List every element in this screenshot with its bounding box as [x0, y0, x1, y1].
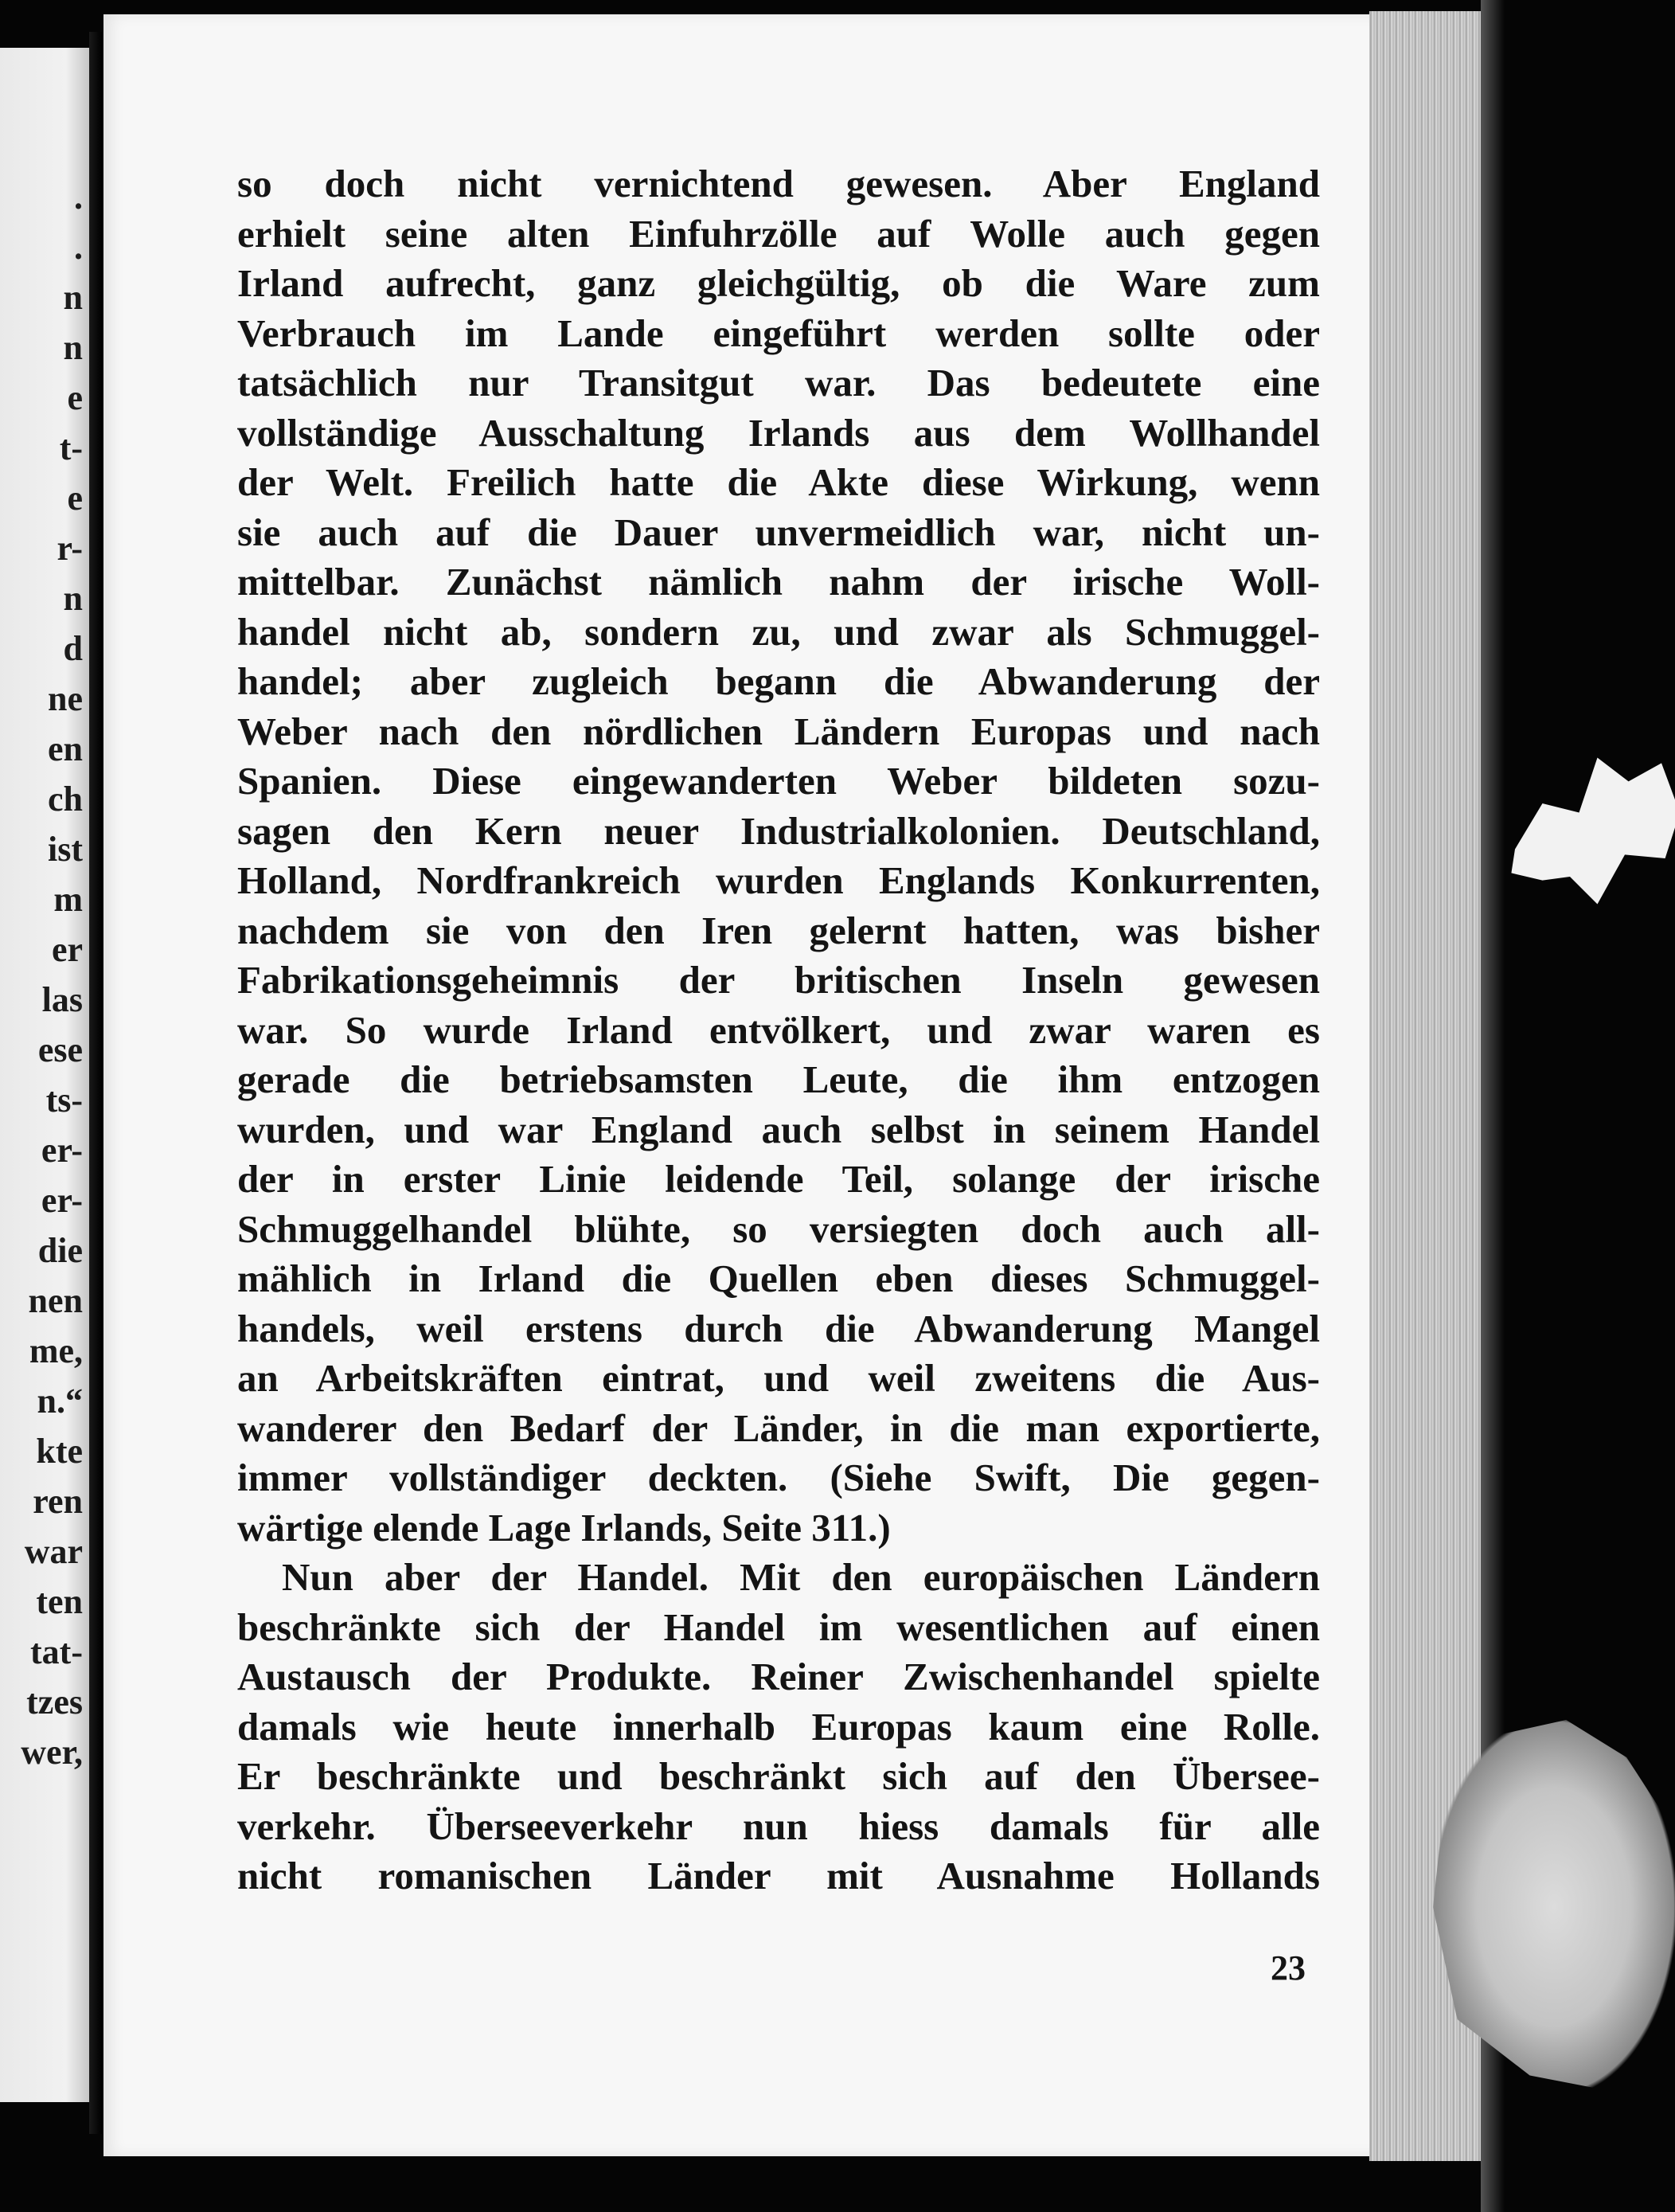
text-line: tatsächlich nur Transitgut war. Das bedeutete eine [237, 361, 1320, 404]
text-line: Nun aber der Handel. Mit den europäischen Ländern [282, 1555, 1320, 1599]
body-text [237, 159, 1320, 1901]
left-page-fragment: ne [48, 682, 83, 717]
text-line: damals wie heute innerhalb Europas kaum eine Rolle. [237, 1704, 1320, 1749]
text-line: sie auch auf die Dauer unvermeidlich war, nicht un- [237, 510, 1320, 554]
text-line: der in erster Linie leidende Teil, solange der irische [237, 1157, 1320, 1201]
left-page-fragment: . [74, 230, 83, 265]
text-line: Irland aufrecht, ganz gleichgültig, ob die Ware zum [237, 261, 1320, 305]
left-page-fragment: nen [28, 1284, 83, 1319]
text-line: Austausch der Produkte. Reiner Zwischenhandel spielte [237, 1655, 1320, 1698]
left-page-fragment: d [63, 631, 83, 666]
text-line: wanderer den Bedarf der Länder, in die man exportierte, [237, 1405, 1320, 1450]
left-page-fragment: n.“ [37, 1384, 83, 1419]
left-page-fragment: en [48, 732, 83, 767]
text-line: Holland, Nordfrankreich wurden Englands Konkurrenten, [237, 858, 1320, 902]
left-page-fragment: ese [37, 1033, 83, 1068]
left-page-fragment: n [63, 280, 83, 315]
left-page-fragment: ts- [45, 1083, 83, 1118]
left-page-fragment: t- [59, 431, 83, 466]
left-page-fragment: ist [48, 832, 83, 867]
left-page-fragment: tat- [30, 1635, 83, 1670]
text-line: beschränkte sich der Handel im wesentlichen auf einen [237, 1604, 1320, 1649]
left-page-fragment: tzes [26, 1685, 83, 1720]
left-page-fragment: . [74, 180, 83, 215]
page-number: 23 [1271, 1948, 1306, 1987]
text-line: nicht romanischen Länder mit Ausnahme Hollands [237, 1854, 1320, 1897]
text-line: sagen den Kern neuer Industrialkolonien. Deutschland, [237, 808, 1320, 853]
text-line: immer vollständiger deckten. (Siehe Swift, Die gegen- [237, 1456, 1320, 1499]
text-line: handels, weil erstens durch die Abwanderung Mangel [237, 1306, 1320, 1350]
left-page-fragment: er [51, 932, 83, 967]
text-line: Verbrauch im Lande eingeführt werden sollte oder [237, 311, 1320, 355]
left-page-fragment: die [37, 1233, 83, 1268]
left-page-fragment: me, [29, 1334, 83, 1369]
text-line: gerade die betriebsamsten Leute, die ihm entzogen [237, 1057, 1320, 1101]
left-page-fragment: er- [41, 1183, 83, 1218]
previous-page-edge [0, 48, 94, 2102]
text-line: der Welt. Freilich hatte die Akte diese Wirkung, wenn [237, 460, 1320, 504]
left-page-fragment: ch [48, 782, 83, 817]
text-line: Weber nach den nördlichen Ländern Europas und nach [237, 709, 1320, 753]
left-page-fragment: wer, [21, 1735, 83, 1770]
book-page [103, 14, 1377, 2156]
text-line: vollständige Ausschaltung Irlands aus dem Wollhandel [237, 410, 1320, 455]
text-line: erhielt seine alten Einfuhrzölle auf Wolle auch gegen [237, 211, 1320, 256]
left-page-fragment: n [63, 330, 83, 365]
left-page-fragment: n [63, 581, 83, 616]
text-line: wurden, und war England auch selbst in seinem Handel [237, 1107, 1320, 1151]
text-line: so doch nicht vernichtend gewesen. Aber England [237, 162, 1320, 205]
text-line: wärtige elende Lage Irlands, Seite 311.) [237, 1505, 891, 1550]
text-line: Spanien. Diese eingewanderten Weber bildeten sozu- [237, 759, 1320, 803]
text-line: nachdem sie von den Iren gelernt hatten, was bisher [237, 908, 1320, 952]
film-damage-blotch [1497, 748, 1675, 932]
left-page-fragment: e [67, 481, 83, 516]
left-page-fragment: las [41, 983, 83, 1018]
left-page-fragment: ten [36, 1585, 83, 1620]
text-line: handel nicht ab, sondern zu, und zwar als Schmuggel- [237, 609, 1320, 654]
text-line: Er beschränkte und beschränkt sich auf den Übersee- [237, 1754, 1320, 1798]
left-page-fragment: ren [33, 1484, 83, 1519]
text-line: mittelbar. Zunächst nämlich nahm der irische Woll- [237, 560, 1320, 604]
text-line: Fabrikationsgeheimnis der britischen Inseln gewesen [237, 958, 1320, 1002]
text-line: handel; aber zugleich begann die Abwanderung der [237, 659, 1320, 703]
left-page-fragment: r- [57, 531, 83, 566]
text-line: mählich in Irland die Quellen eben dieses Schmuggel- [237, 1256, 1320, 1300]
left-page-fragment: war [24, 1534, 83, 1569]
left-page-fragment: kte [36, 1434, 83, 1469]
left-page-fragment: m [53, 882, 83, 917]
left-page-fragment: er- [41, 1133, 83, 1168]
text-line: Schmuggelhandel blühte, so versiegten doch auch all- [237, 1206, 1320, 1251]
text-line: verkehr. Überseeverkehr nun hiess damals für alle [237, 1804, 1320, 1848]
text-line: an Arbeitskräften eintrat, und weil zweitens die Aus- [237, 1356, 1320, 1400]
text-line: war. So wurde Irland entvölkert, und zwar waren es [237, 1007, 1320, 1052]
left-page-fragment: e [67, 381, 83, 416]
